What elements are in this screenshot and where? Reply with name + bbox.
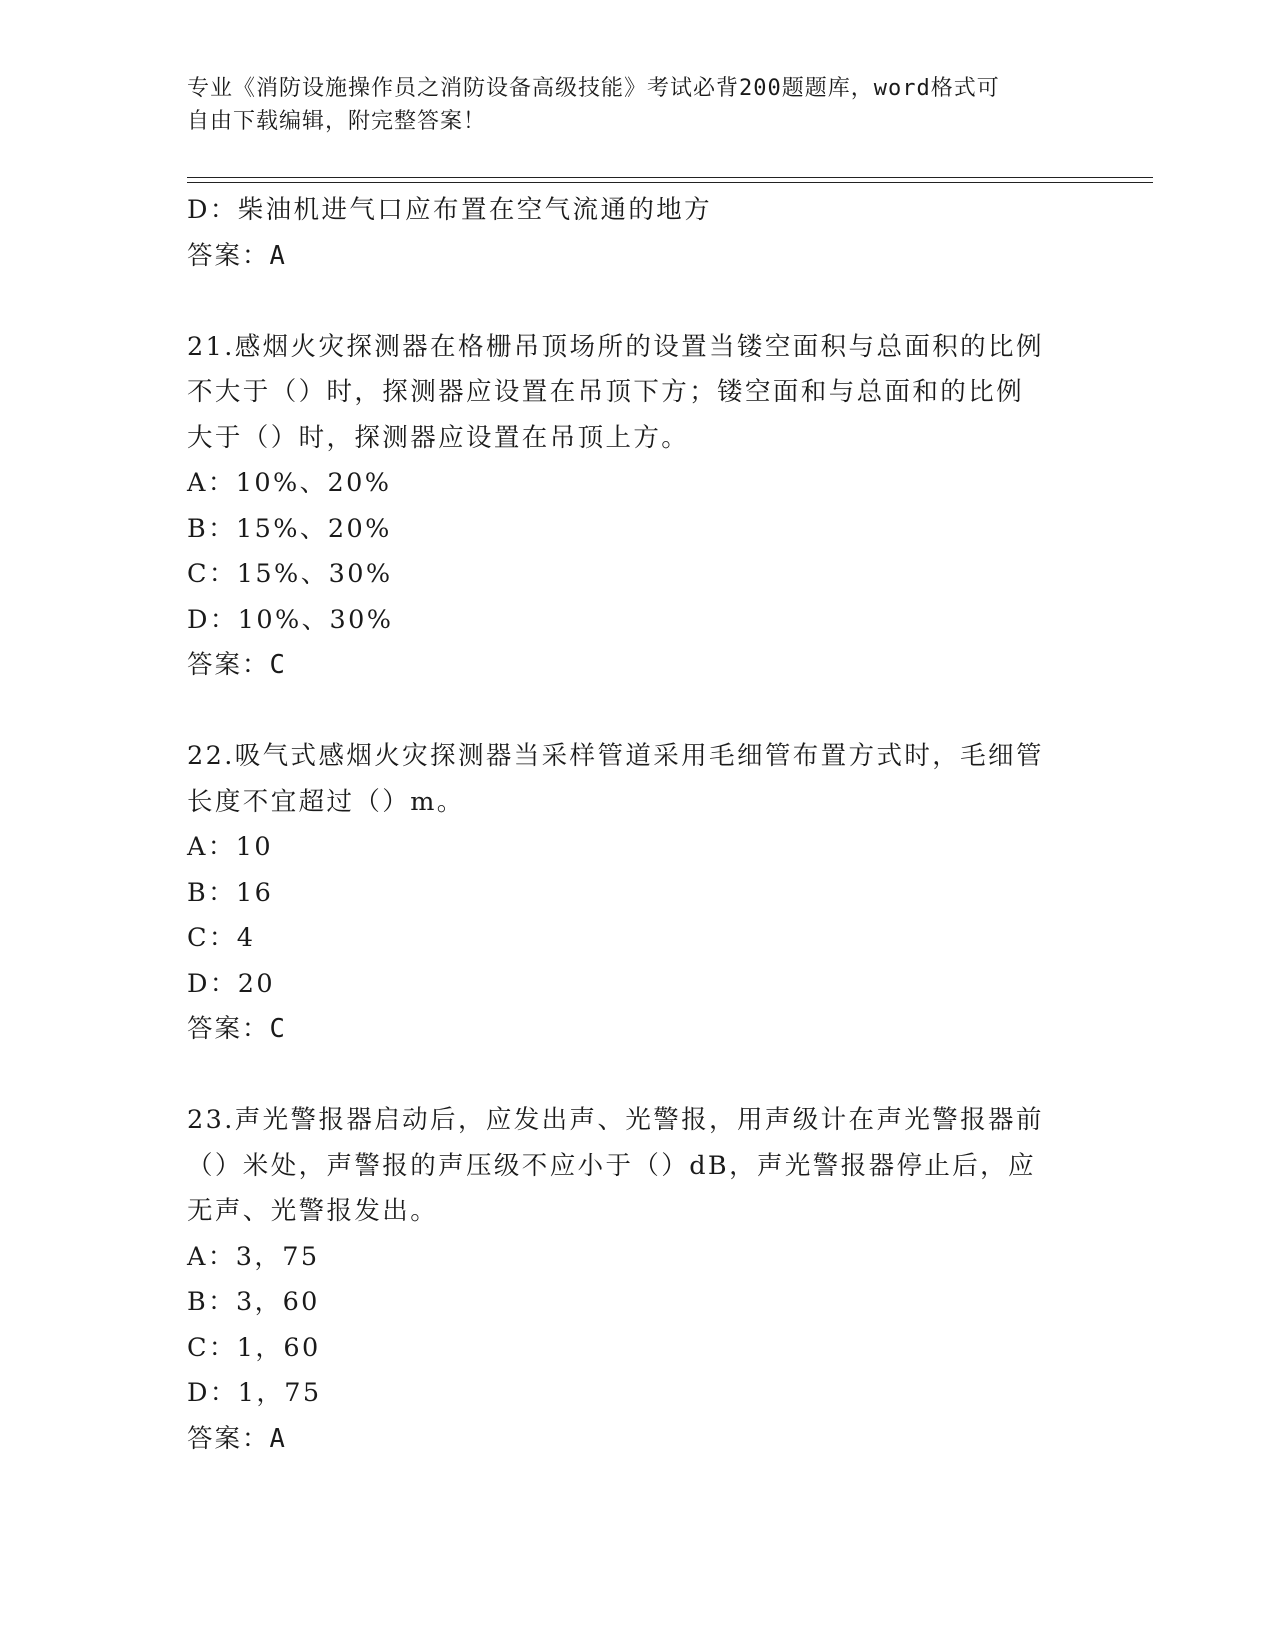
document-header — [187, 72, 1067, 138]
option-d: D：20 — [187, 968, 275, 999]
option-d: D：柴油机进气口应布置在空气流通的地方 — [187, 195, 713, 225]
question-text-line: 21.感烟火灾探测器在格栅吊顶场所的设置当镂空面积与总面积的比例 — [187, 331, 1044, 362]
option-a: A：10 — [187, 832, 273, 862]
header-line-1: 专业《消防设施操作员之消防设备高级技能》考试必背200题题库，word格式可 — [187, 76, 1000, 101]
question-text-line: 22.吸气式感烟火灾探测器当采样管道采用毛细管布置方式时，毛细管 — [187, 741, 1044, 771]
answer-value: C — [269, 650, 287, 680]
answer-line — [187, 1417, 1087, 1463]
option-c: C：4 — [187, 923, 256, 953]
carryover-block — [187, 188, 1087, 279]
question-23 — [187, 1098, 1087, 1462]
answer-label: 答案： — [187, 1014, 270, 1044]
answer-line — [187, 1007, 1087, 1053]
option-c: C：15%、30% — [187, 559, 393, 589]
option-d: D：1，75 — [187, 1378, 322, 1408]
question-text — [187, 1098, 1087, 1235]
answer-line — [187, 643, 1087, 689]
question-21 — [187, 325, 1087, 689]
answer-value: C — [269, 1014, 287, 1044]
answer-label: 答案： — [187, 1423, 270, 1454]
option-b: B：3，60 — [187, 1287, 320, 1317]
answer-label: 答案： — [187, 240, 270, 271]
question-text-line: 23.声光警报器启动后，应发出声、光警报，用声级计在声光警报器前 — [187, 1105, 1044, 1135]
answer-value: A — [269, 240, 287, 271]
question-text-line: 无声、光警报发出。 — [187, 1196, 439, 1226]
question-content — [187, 188, 1087, 1462]
header-line-2: 自由下载编辑，附完整答案！ — [187, 109, 487, 134]
option-d: D：10%、30% — [187, 604, 394, 635]
question-text-line: 不大于（）时，探测器应设置在吊顶下方；镂空面和与总面和的比例 — [187, 377, 1025, 407]
blank-line — [187, 1053, 1087, 1099]
header-divider-bottom — [187, 182, 1153, 183]
option-c: C：1，60 — [187, 1332, 321, 1363]
option-b: B：16 — [187, 877, 274, 908]
header-divider-top — [187, 177, 1153, 178]
question-text-line: 长度不宜超过（）m。 — [187, 786, 465, 817]
question-text-line: （）米处，声警报的声压级不应小于（）dB，声光警报器停止后，应 — [187, 1150, 1036, 1181]
answer-value: A — [269, 1423, 287, 1454]
question-text — [187, 734, 1087, 825]
option-a: A：3，75 — [187, 1241, 320, 1272]
blank-line — [187, 689, 1087, 735]
blank-line — [187, 279, 1087, 325]
option-b: B：15%、20% — [187, 513, 392, 544]
answer-line — [187, 234, 1087, 280]
answer-label: 答案： — [187, 650, 270, 680]
option-a: A：10%、20% — [187, 468, 392, 498]
question-text — [187, 325, 1087, 462]
question-22 — [187, 734, 1087, 1053]
question-text-line: 大于（）时，探测器应设置在吊顶上方。 — [187, 422, 690, 453]
